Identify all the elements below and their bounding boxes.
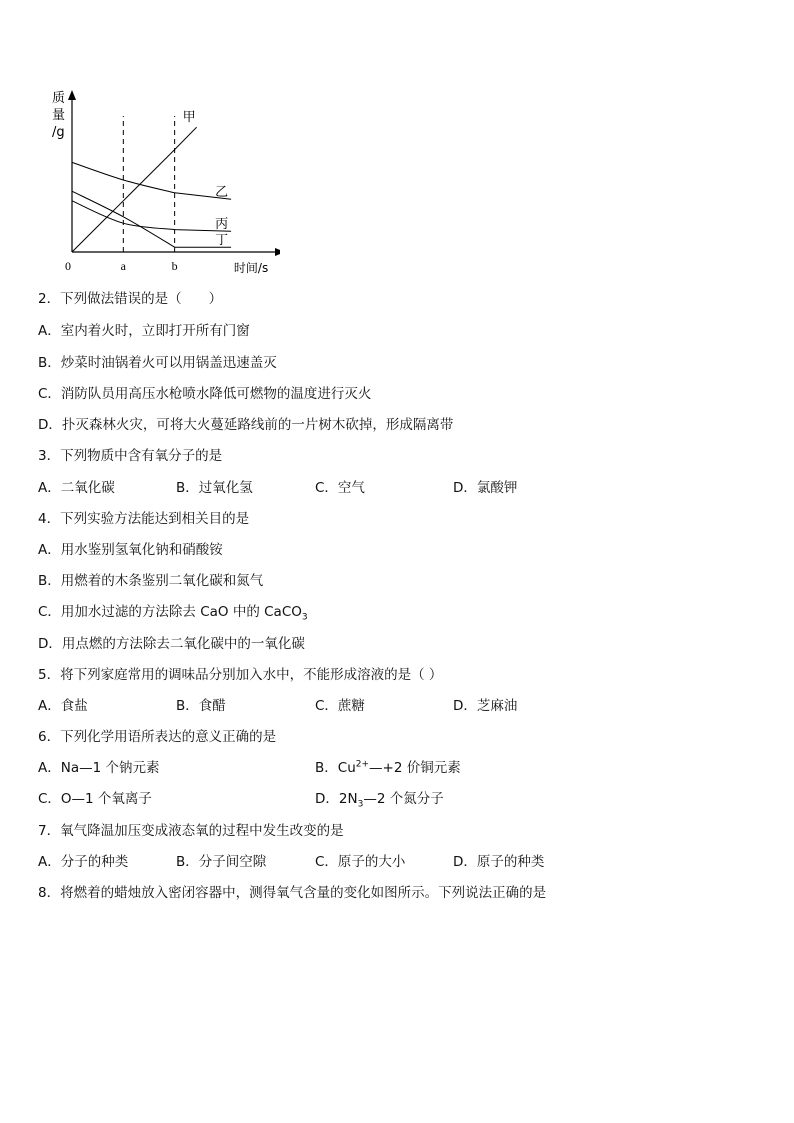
series-line-1 bbox=[72, 127, 197, 252]
y-axis-label-line: 质 bbox=[52, 91, 66, 106]
series-line-2 bbox=[72, 162, 231, 199]
series-line-4 bbox=[72, 191, 231, 247]
q6-option-b-text: B．Cu bbox=[315, 760, 356, 776]
series-label: 丁 bbox=[215, 233, 229, 249]
q6-option-d-subscript: 3 bbox=[357, 799, 364, 810]
q6-stem: 6．下列化学用语所表达的意义正确的是 bbox=[38, 729, 277, 745]
x-axis-ticks bbox=[65, 259, 178, 273]
x-axis-label bbox=[234, 260, 268, 275]
q2-option-b: B．炒菜时油锅着火可以用锅盖迅速盖灭 bbox=[38, 355, 277, 371]
y-axis-arrow bbox=[68, 90, 76, 100]
q4-option-d: D．用点燃的方法除去二氧化碳中的一氧化碳 bbox=[38, 636, 305, 652]
q3-option-b: B．过氧化氢 bbox=[176, 480, 253, 496]
q5-option-c: C．蔗糖 bbox=[315, 698, 365, 714]
x-axis-label-text: 时间/s bbox=[233, 261, 269, 275]
q5-stem: 5．将下列家庭常用的调味品分别加入水中，不能形成溶液的是（ ） bbox=[38, 667, 443, 683]
q4-option-c bbox=[38, 603, 308, 621]
q6-option-b bbox=[315, 759, 461, 777]
q7-option-d: D．原子的种类 bbox=[453, 854, 545, 870]
x-tick-label: b bbox=[171, 259, 178, 273]
q2-stem: 2．下列做法错误的是（ ） bbox=[38, 291, 223, 307]
q5-option-d: D．芝麻油 bbox=[453, 698, 518, 714]
q3-option-d: D．氯酸钾 bbox=[453, 480, 518, 496]
series-line-3 bbox=[72, 201, 231, 231]
y-axis-label bbox=[52, 91, 65, 140]
q4-option-c-text: C．用加水过滤的方法除去 CaO 中的 CaCO bbox=[38, 604, 302, 620]
x-tick-label: 0 bbox=[65, 259, 71, 273]
chart-axes bbox=[68, 90, 280, 256]
q3-stem: 3．下列物质中含有氧分子的是 bbox=[38, 448, 223, 464]
q6-option-d-suffix: —2 个氮分子 bbox=[363, 791, 444, 807]
q6-option-b-suffix: —+2 价铜元素 bbox=[369, 760, 461, 776]
q6-option-b-superscript: 2+ bbox=[355, 759, 370, 770]
q3-option-a: A．二氧化碳 bbox=[38, 480, 115, 496]
q2-option-a: A．室内着火时，立即打开所有门窗 bbox=[38, 323, 250, 339]
q6-option-d bbox=[315, 790, 444, 808]
x-axis-arrow bbox=[275, 248, 280, 256]
x-tick-label: a bbox=[120, 259, 126, 273]
series-label: 乙 bbox=[215, 185, 229, 201]
y-axis-label-line: /g bbox=[52, 125, 65, 140]
series-label: 丙 bbox=[215, 217, 229, 233]
y-axis-label-line: 量 bbox=[52, 108, 66, 123]
q6-option-c: C．O—1 个氧离子 bbox=[38, 791, 152, 807]
q2-option-d: D．扑灭森林火灾，可将大火蔓延路线前的一片树木砍掉，形成隔离带 bbox=[38, 417, 454, 433]
q6-option-d-text: D．2N bbox=[315, 791, 358, 807]
mass-time-chart bbox=[40, 86, 280, 276]
q2-option-c: C．消防队员用高压水枪喷水降低可燃物的温度进行灭火 bbox=[38, 386, 372, 402]
q4-option-b: B．用燃着的木条鉴别二氧化碳和氮气 bbox=[38, 573, 264, 589]
q3-option-c: C．空气 bbox=[315, 480, 365, 496]
chart-series bbox=[72, 110, 231, 252]
q5-option-b: B．食醋 bbox=[176, 698, 226, 714]
q4-option-a: A．用水鉴别氢氧化钠和硝酸铵 bbox=[38, 542, 223, 558]
q4-option-c-subscript: 3 bbox=[301, 612, 308, 623]
q4-stem: 4．下列实验方法能达到相关目的是 bbox=[38, 511, 250, 527]
q7-stem: 7．氧气降温加压变成液态氧的过程中发生改变的是 bbox=[38, 823, 344, 839]
q7-option-b: B．分子间空隙 bbox=[176, 854, 267, 870]
q7-option-c: C．原子的大小 bbox=[315, 854, 406, 870]
q8-stem: 8．将燃着的蜡烛放入密闭容器中，测得氧气含量的变化如图所示。下列说法正确的是 bbox=[38, 885, 547, 901]
q5-option-a: A．食盐 bbox=[38, 698, 88, 714]
q6-option-a: A．Na—1 个钠元素 bbox=[38, 760, 160, 776]
series-label: 甲 bbox=[182, 110, 196, 126]
q7-option-a: A．分子的种类 bbox=[38, 854, 129, 870]
